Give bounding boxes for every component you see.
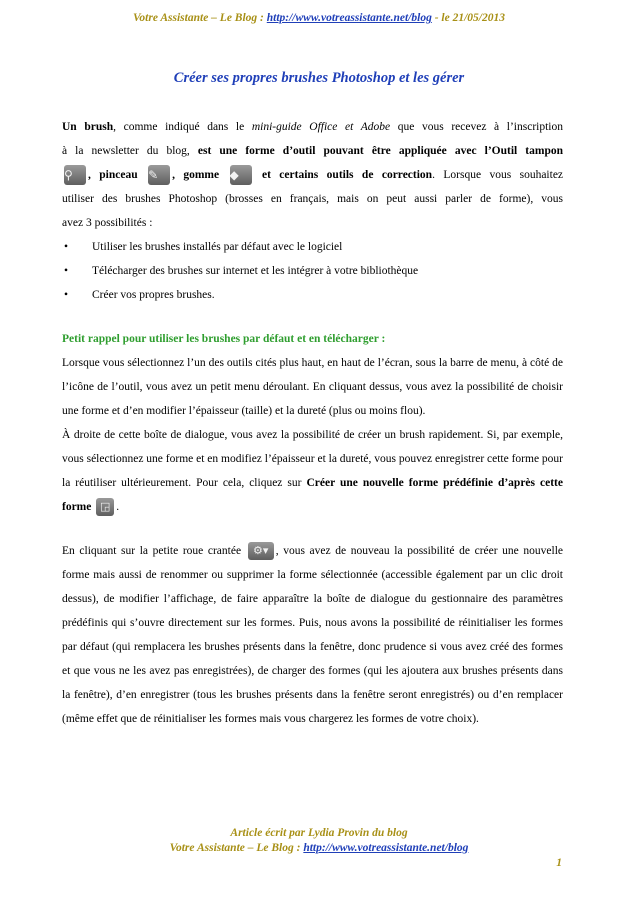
- tool-pinceau: , pinceau: [88, 169, 138, 181]
- tool-correction: et certains outils de correction: [253, 169, 433, 181]
- gear-icon: ⚙▾: [248, 542, 274, 560]
- paragraph-text: À droite de cette boîte de dialogue, vous avez la possibilité de créer un brush rapidement. Si, par exemple, vous sélectionnez une forme et en modifiez l’épaisseur et la dureté, vous pouvez enregistrer cette forme pour la réutiliser ultérieurement. Pour cela, cliquez sur: [62, 429, 564, 489]
- paragraph-text: .: [116, 501, 120, 513]
- paragraph-text: , vous avez de nouveau la possibilité de créer une nouvelle forme mais aussi de renommer ou supprimer la forme sélectionnée (accessible également par un clic droit dessus), de modifier l’affichage, de faire apparaître la boîte de dialogue du gestionnaire des paramètres prédéfinis qui s’ouvre directement sur les formes. Puis, nous avons la possibilité de réinitialiser les formes par défaut (qui remplacera les brushes présents dans la fenêtre, donc prudence si vous avez créé des formes et que vous ne les avez pas enregistrées), de charger des formes (qui les ajoutera aux brushes présents dans la fenêtre), d’en enregistrer (tous les brushes présents dans la fenêtre seront enregistrés) ou d’en remplacer (même effet que de réinitialiser les formes mais vous chargerez les formes de votre choix).: [62, 545, 564, 725]
- intro-text: , comme indiqué dans le: [113, 121, 252, 133]
- list-item: • Créer vos propres brushes.: [62, 283, 563, 307]
- new-preset-icon: ◲: [96, 498, 114, 516]
- intro-line-3: [62, 163, 563, 187]
- mini-guide-title: mini-guide Office et Adobe: [251, 121, 391, 133]
- section-heading: Petit rappel pour utiliser les brushes par défaut et en télécharger :: [62, 333, 386, 345]
- spacer: [62, 307, 563, 327]
- intro-line-4: utiliser des brushes Photoshop (brosses en français, mais on peut aussi parler de forme), vous: [62, 193, 563, 205]
- stamp-tool-icon: ⚲: [64, 165, 86, 185]
- intro-line-2: [62, 139, 563, 163]
- term-brush: Un brush: [62, 121, 114, 133]
- paragraph-default-brushes: Lorsque vous sélectionnez l’un des outils cités plus haut, en haut de l’écran, sous la barre de menu, à côté de l’icône de l’outil, vous avez un petit menu déroulant. En cliquant dessus, vous avez la possibilité de choisir une forme et d’en modifier l’épaisseur (taille) et la dureté (plus ou moins flou).: [62, 357, 563, 417]
- possibilities-list: [62, 235, 563, 307]
- footer-blog-link[interactable]: http://www.votreassistante.net/blog: [303, 842, 469, 854]
- page-footer: [0, 826, 638, 856]
- header-prefix: Votre Assistante – Le Blog :: [133, 12, 267, 24]
- spacer: [62, 519, 563, 539]
- intro-line-1: [62, 115, 563, 139]
- header-blog-link[interactable]: http://www.votreassistante.net/blog: [266, 12, 432, 24]
- intro-line-5: avez 3 possibilités :: [62, 217, 153, 229]
- page-header: [0, 12, 638, 24]
- intro-text: . Lorsque vous souhaitez: [432, 169, 564, 181]
- page-number: 1: [556, 857, 562, 869]
- intro-text: que vous recevez à l’inscription: [390, 121, 563, 133]
- footer-prefix: Votre Assistante – Le Blog :: [169, 842, 304, 854]
- paragraph-text: En cliquant sur la petite roue crantée: [62, 545, 246, 557]
- page-title: Créer ses propres brushes Photoshop et les gérer: [173, 70, 465, 86]
- article-body: [62, 115, 563, 731]
- new-preset-label: Créer une nouvelle forme prédéfinie d’après cette forme: [62, 477, 563, 513]
- paragraph-gear-menu: [62, 539, 563, 731]
- tool-gomme: , gomme: [172, 169, 220, 181]
- paragraph-quick-brush: [62, 423, 563, 519]
- footer-author: Article écrit par Lydia Provin du blog: [230, 827, 408, 839]
- brush-tool-icon: ✎: [148, 165, 170, 185]
- eraser-tool-icon: ◆: [230, 165, 252, 185]
- intro-text: à la newsletter du blog,: [62, 145, 198, 157]
- header-date: - le 21/05/2013: [431, 12, 505, 24]
- list-item: • Utiliser les brushes installés par défaut avec le logiciel: [62, 235, 563, 259]
- list-item: • Télécharger des brushes sur internet et les intégrer à votre bibliothèque: [62, 259, 563, 283]
- footer-blog: [0, 841, 638, 856]
- definition-bold: est une forme d’outil pouvant être appliquée avec l’Outil tampon: [197, 145, 563, 157]
